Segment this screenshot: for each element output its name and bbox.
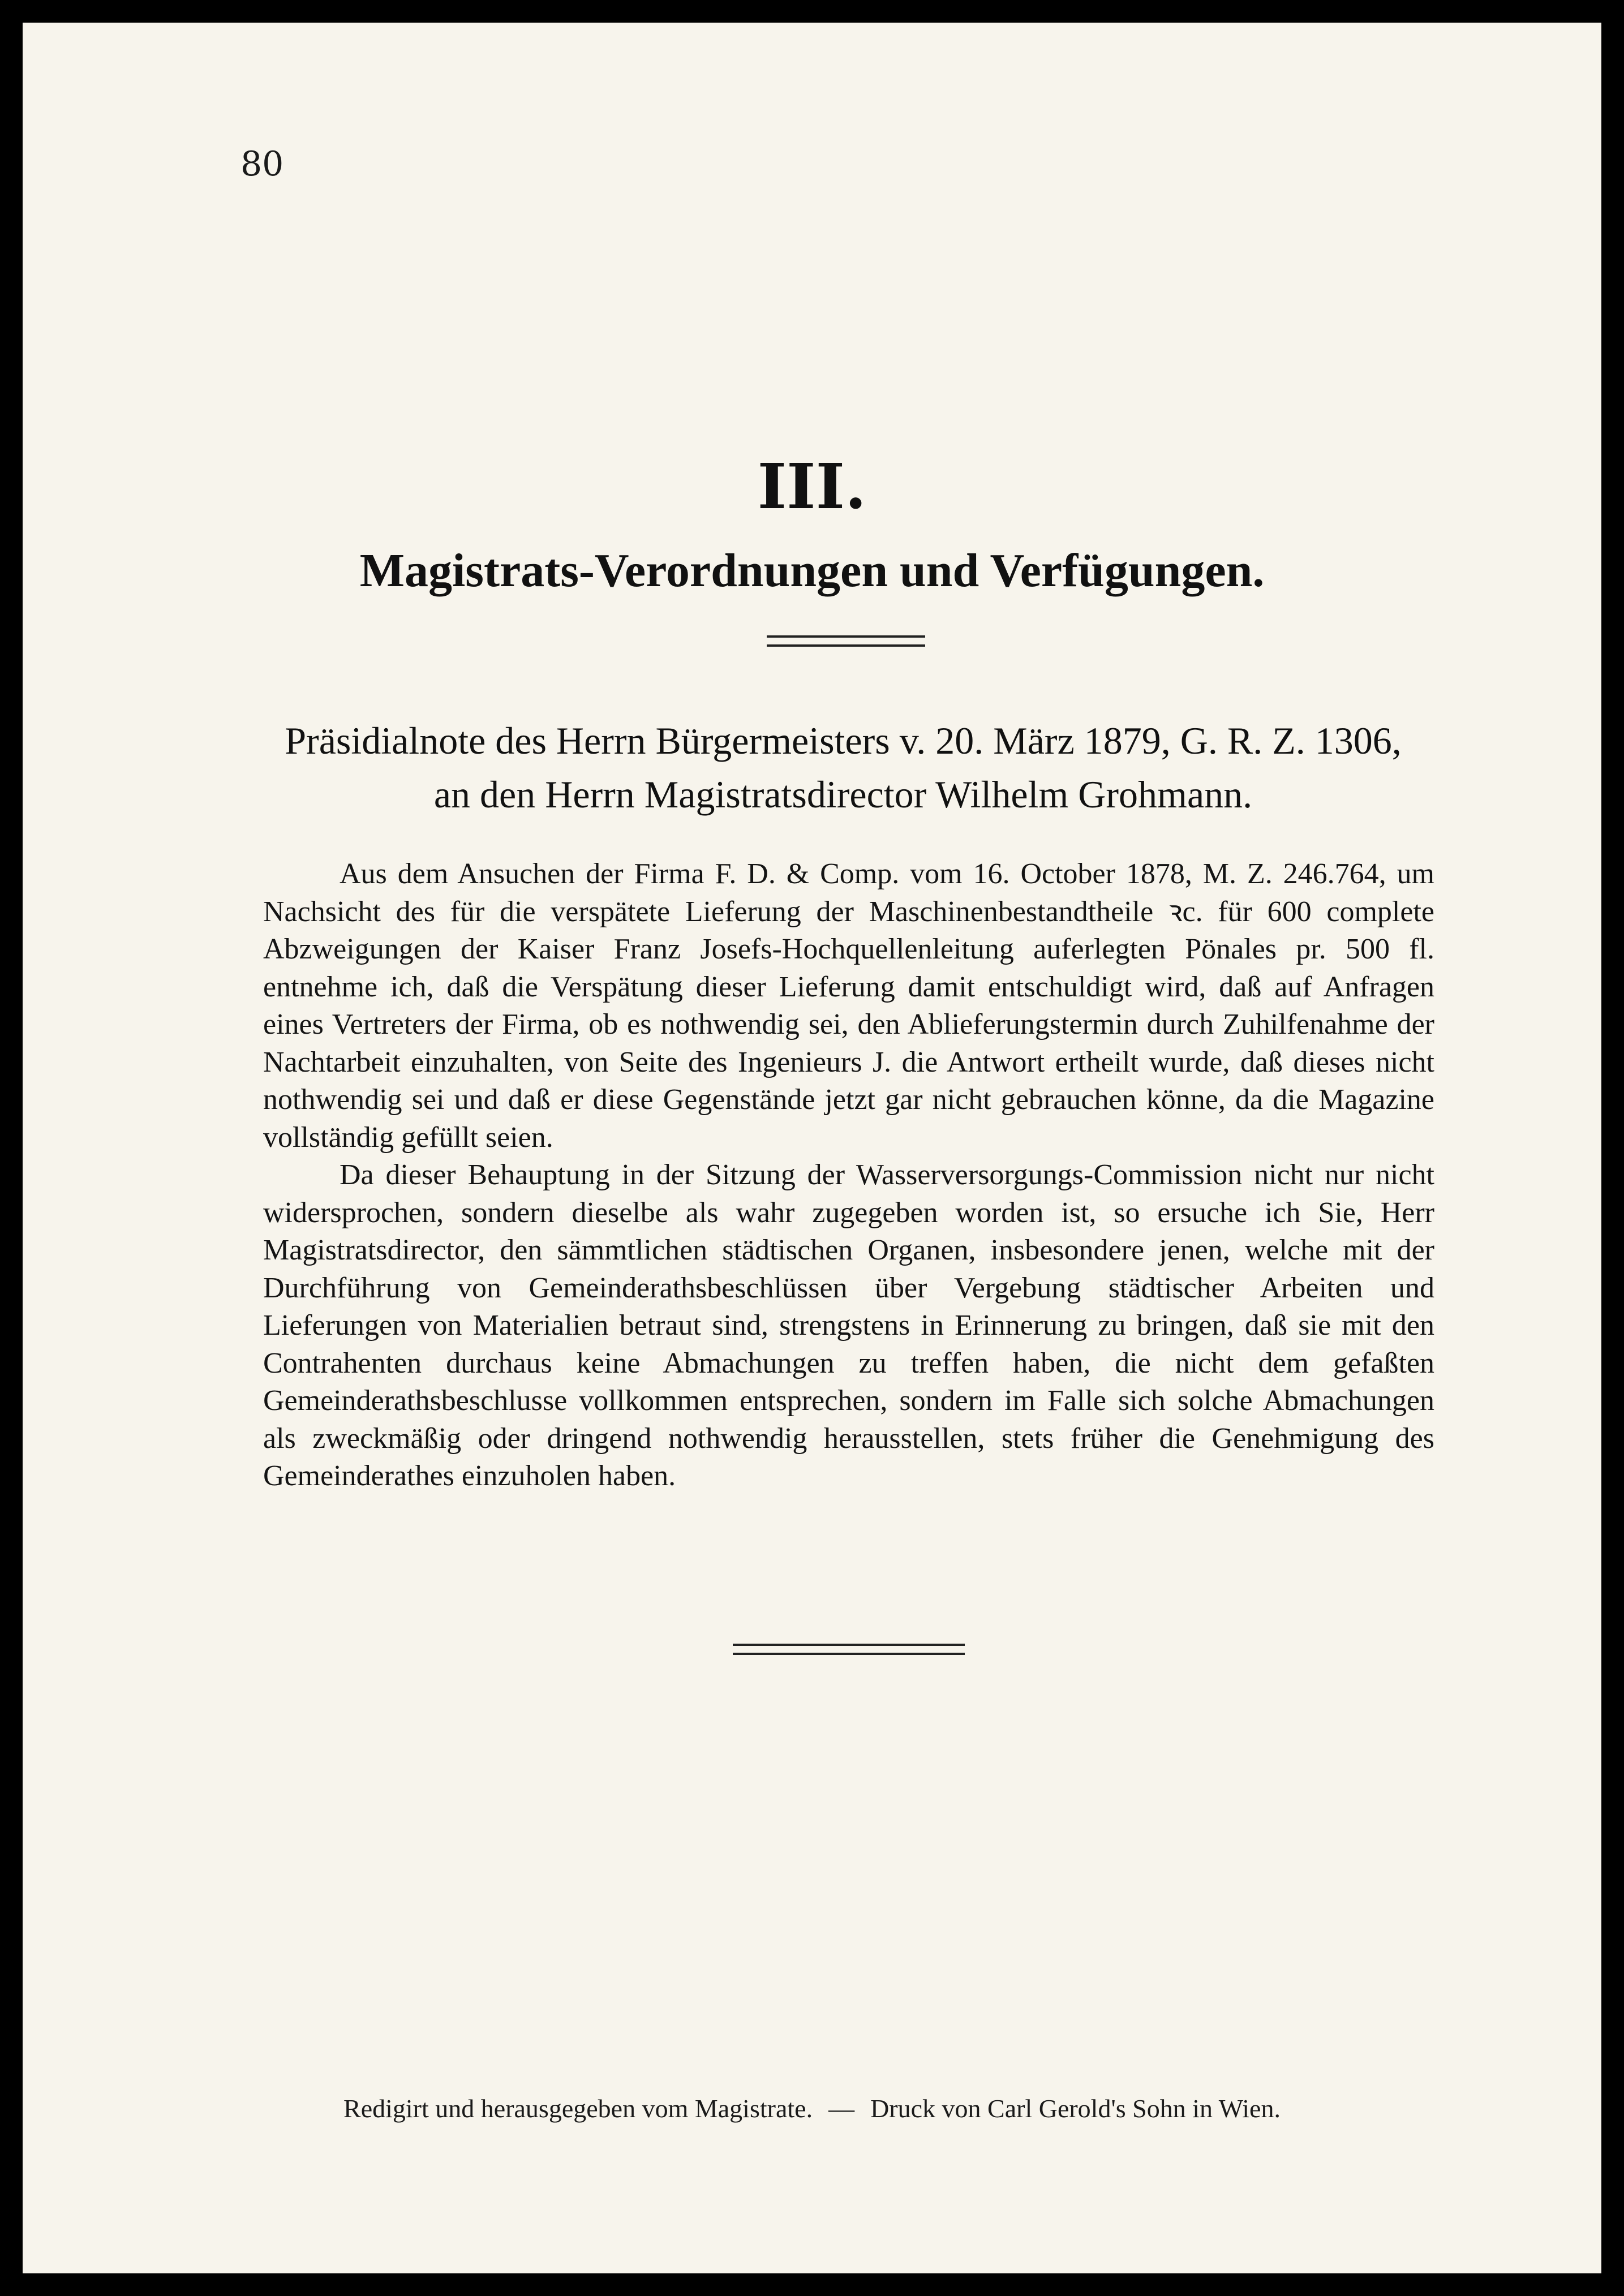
- footer-editor: Redigirt und herausgegeben vom Magistrate.: [343, 2094, 813, 2123]
- end-divider: [733, 1644, 965, 1655]
- notice-paragraph-2: Da dieser Behauptung in der Sitzung der Wasserversorgungs-Commission nicht nur nicht widersprochen, sondern dieselbe als wahr zugegeben worden ist, so ersuche ich Sie, Herr Magistratsdirector, den sämmtlichen städtischen Organen, insbesondere jenen, welche mit der Durchführung von Gemeinderathsbeschlüssen über Vergebung städtischer Arbeiten und Lieferungen von Materialien betraut sind, strengstens in Erinnerung zu bringen, daß sie mit den Contrahenten durchaus keine Abmachungen zu treffen haben, die nicht dem gefaßten Gemeinderathsbeschlusse vollkommen entsprechen, sondern im Falle sich solche Abmachungen als zweckmäßig oder dringend nothwendig herausstellen, stets früher die Genehmigung des Gemeinderathes einzuholen haben.: [263, 1159, 1434, 1492]
- footer-printer: Druck von Carl Gerold's Sohn in Wien.: [870, 2094, 1281, 2123]
- page-number: 80: [240, 144, 284, 184]
- section-roman-numeral: III.: [757, 450, 867, 523]
- notice-heading-line-2: an den Herrn Magistratsdirector Wilhelm Grohmann.: [433, 773, 1253, 816]
- title-divider: [767, 635, 925, 647]
- notice-paragraph-1: Aus dem Ansuchen der Firma F. D. & Comp. vom 16. October 1878, M. Z. 246.764, um Nachsicht des für die verspätete Lieferung der Maschinenbestandtheile ꝛc. für 600 complete Abzweigungen der Kaiser Franz Josefs-Hochquellenleitung auferlegten Pönales pr. 500 fl. entnehme ich, daß die Verspätung dieser Lieferung damit entschuldigt wird, daß auf Anfragen eines Vertreters der Firma, ob es nothwendig sei, den Ablieferungstermin durch Zuhilfenahme der Nachtarbeit einzuhalten, von Seite des Ingenieurs J. die Antwort ertheilt wurde, daß dieses nicht nothwendig sei und daß er diese Gegenstände jetzt gar nicht gebrauchen könne, da die Magazine vollständig gefüllt seien.: [263, 858, 1434, 1154]
- section-title: Magistrats-Verordnungen und Verfügungen.: [359, 544, 1265, 597]
- footer-separator: —: [828, 2094, 855, 2123]
- notice-body: [263, 855, 1434, 1495]
- notice-heading-line-1: Präsidialnote des Herrn Bürgermeisters v. 20. März 1879, G. R. Z. 1306,: [285, 719, 1402, 762]
- imprint-footer: [0, 2093, 1624, 2123]
